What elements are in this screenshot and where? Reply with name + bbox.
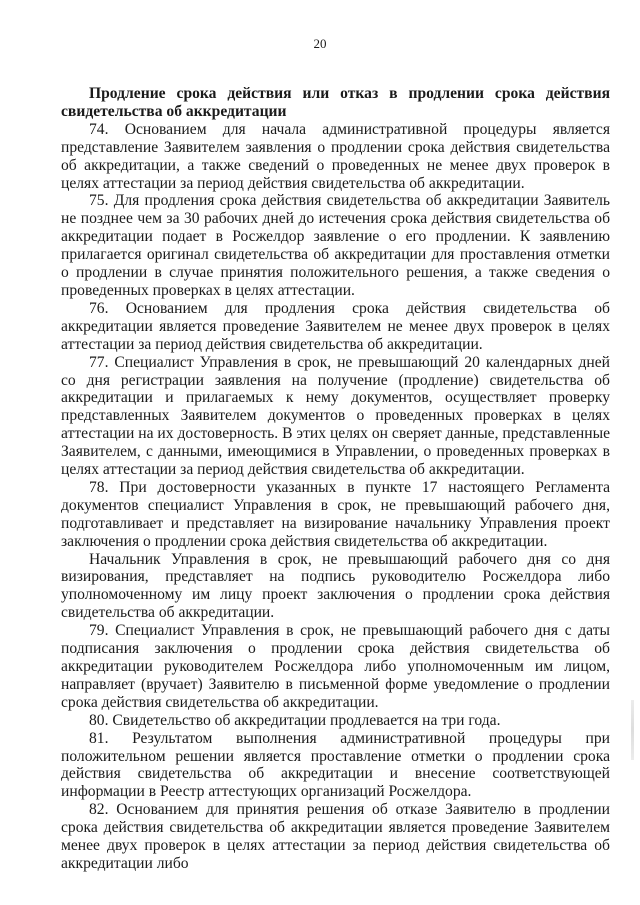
paragraph-75: 75. Для продления срока действия свидетельства об аккредитации Заявитель не позднее чем за 30 рабочих дней до истечения срока действия свидетельства об аккредитации подает в Росжелдор заявление о его продлении. К заявлению прилагается оригинал свидетельства об аккредитации для проставления отметки о продлении в случае принятия положительного решения, а также сведения о проведенных проверках в целях аттестации. [61,192,610,299]
paragraph-78-continued: Начальник Управления в срок, не превышающий рабочего дня со дня визирования, представляет на подпись руководителю Росжелдора либо уполномоченному им лицу проект заключения о продлении срока действия свидетельства об аккредитации. [61,550,610,622]
section-heading: Продление срока действия или отказ в продлении срока действия свидетельства об аккредитации [61,85,610,120]
paragraph-77: 77. Специалист Управления в срок, не превышающий 20 календарных дней со дня регистрации заявления на получение (продление) свидетельства об аккредитации и прилагаемых к нему документов, осуществляет проверку представленных Заявителем документов о проведенных проверках в целях аттестации на их достоверность. В этих целях он сверяет данные, представленные Заявителем, с данными, имеющимися в Управлении, о проведенных проверках в целях аттестации за период действия свидетельства об аккредитации. [61,353,610,479]
document-body [61,85,610,873]
paragraph-79: 79. Специалист Управления в срок, не превышающий рабочего дня с даты подписания заключения о продлении срока действия свидетельства об аккредитации руководителем Росжелдора либо уполномоченным им лицом, направляет (вручает) Заявителю в письменной форме уведомление о продлении срока действия свидетельства об аккредитации. [61,622,610,711]
paragraph-80: 80. Свидетельство об аккредитации продлевается на три года. [89,711,501,729]
page-number: 20 [313,36,327,51]
paragraph-78: 78. При достоверности указанных в пункте 17 настоящего Регламента документов специалист Управления в срок, не превышающий рабочего дня, подготавливает и представляет на визирование начальнику Управления проект заключения о продлении срока действия свидетельства об аккредитации. [61,478,610,550]
paragraph-82: 82. Основанием для принятия решения об отказе Заявителю в продлении срока действия свидетельства об аккредитации является проведение Заявителем менее двух проверок в целях аттестации за период действия свидетельства об аккредитации либо [61,801,610,872]
paragraph-81: 81. Результатом выполнения административной процедуры при положительном решении является проставление отметки о продлении срока действия свидетельства об аккредитации и внесение соответствующей информации в Реестр аттестующих организаций Росжелдора. [61,729,610,801]
paragraph-76: 76. Основанием для продления срока действия свидетельства об аккредитации является проведение Заявителем не менее двух проверок в целях аттестации за период действия свидетельства об аккредитации. [61,299,610,353]
paragraph-74: 74. Основанием для начала административной процедуры является представление Заявителем заявления о продлении срока действия свидетельства об аккредитации, а также сведений о проведенных не менее двух проверок в целях аттестации за период действия свидетельства об аккредитации. [61,120,610,192]
scan-edge-artifact [631,700,634,760]
